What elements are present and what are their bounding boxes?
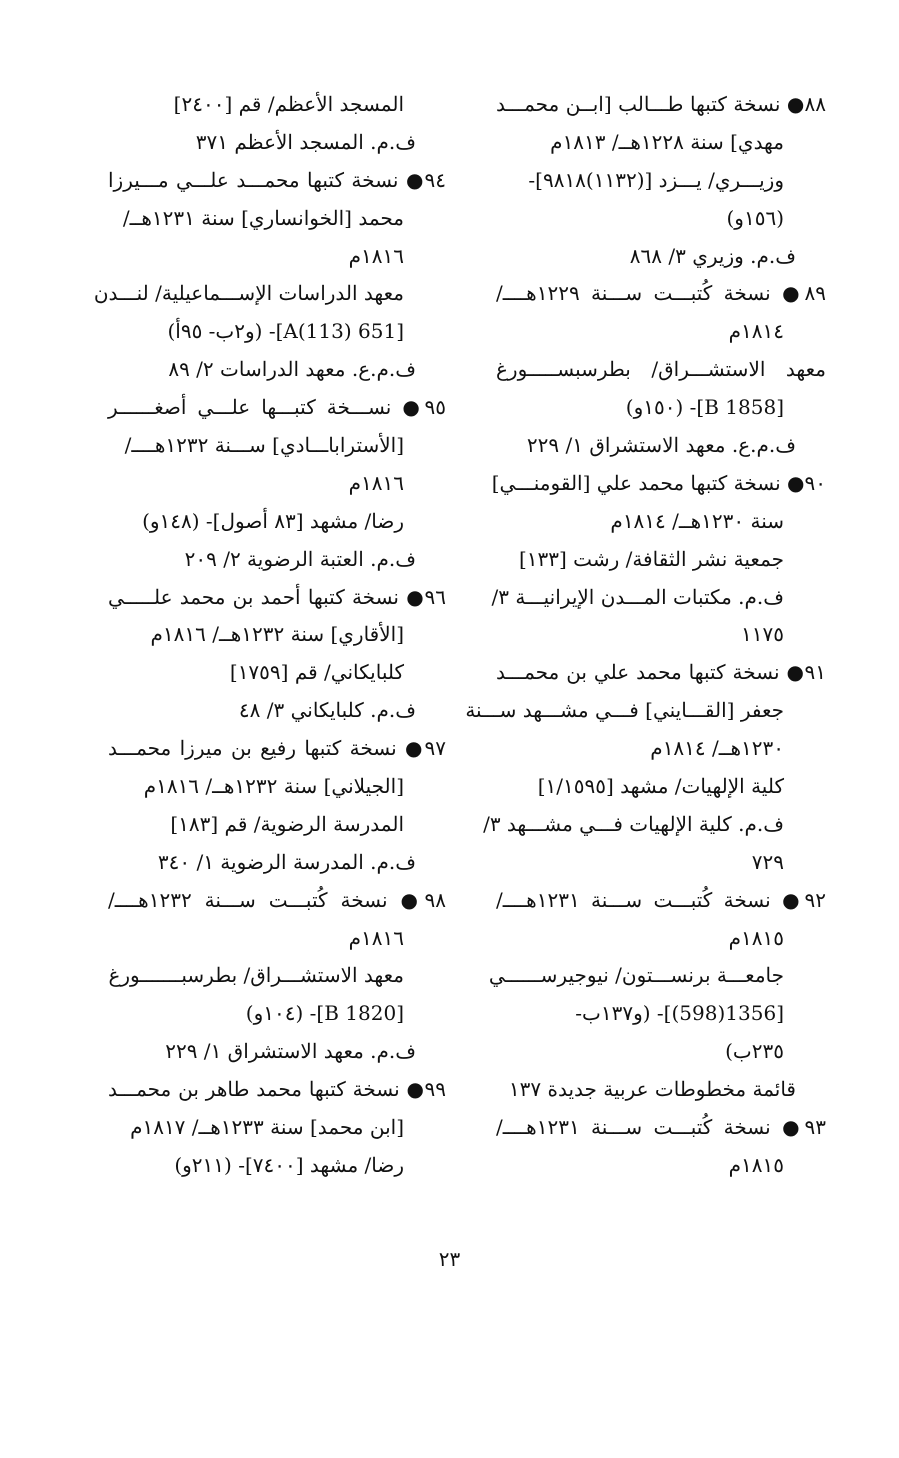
text-line: ف.م. كلية الإلهيات فـــي مشـــهد ٣/ [483, 811, 784, 836]
text-line: ١٨١٥م [728, 1152, 784, 1177]
text-line: ٩٩● نسخة كتبها محمد طاهر بن محمـــد [108, 1077, 446, 1102]
text-line: ف.م. مكتبات المـــدن الإيرانيـــة ٣/ [491, 584, 784, 609]
text-line: ١٨١٤م [728, 319, 784, 344]
text-line: [الجيلاني] سنة ١٢٣٢هــ/ ١٨١٦م [143, 774, 404, 799]
text-line: [651 A(113)]- (و٢ب- ٩٥أ) [167, 319, 404, 344]
text-line: [ابن محمد] سنة ١٢٣٣هــ/ ١٨١٧م [130, 1115, 404, 1140]
text-line: وزيـــري/ يـــزد [(١١٣٢)٩٨١٨]- [528, 167, 784, 192]
text-line: سنة ١٢٣٠هــ/ ١٨١٤م [610, 508, 784, 533]
text-line: ف.م. العتبة الرضوية ٢/ ٢٠٩ [184, 546, 416, 571]
text-line: ٨٩● نسخة كُتبـــت ســـنة ١٢٢٩هــــ/ [496, 281, 826, 306]
text-line: محمد [الخوانساري] سنة ١٢٣١هــ/ [122, 205, 404, 230]
text-line: ٩٦● نسخة كتبها أحمد بن محمد علـــــي [108, 584, 446, 609]
text-line: مهدي] سنة ١٢٢٨هــ/ ١٨١٣م [550, 129, 784, 154]
text-line: ف.م. كلبايكاني ٣/ ٤٨ [238, 698, 416, 723]
text-line: ٩٠● نسخة كتبها محمد علي [القومنـــي] [491, 470, 826, 495]
text-line: ٢٣٥ب) [725, 1039, 784, 1064]
text-line: جامعـــة برنســـتون/ نيوجيرســــــي [488, 963, 784, 988]
text-line: [الأقاري] سنة ١٢٣٢هــ/ ١٨١٦م [150, 622, 404, 647]
text-line: رضا/ مشهد [٧٤٠٠]- (٢١١و) [174, 1152, 404, 1177]
text-line: ٩٨● نسخة كُتبـــت ســـنة ١٢٣٢هــــ/ [108, 887, 446, 912]
text-line: ١٢٣٠هــ/ ١٨١٤م [650, 736, 784, 761]
text-line: المدرسة الرضوية/ قم [١٨٣] [170, 811, 404, 836]
text-line: [1356(598)]- (و١٣٧ب- [575, 1001, 784, 1026]
text-line: ١٨١٦م [348, 470, 404, 495]
text-line: ٩٢● نسخة كُتبـــت ســـنة ١٢٣١هــــ/ [496, 887, 826, 912]
text-line: ٩٥● نســـخة كتبـــها علـــي أصغــــــر [108, 395, 446, 420]
text-line: ٩٣● نسخة كُتبـــت ســـنة ١٢٣١هــــ/ [496, 1115, 826, 1140]
text-line: معهد الدراسات الإســـماعيلية/ لنـــدن [93, 281, 404, 306]
right-column [465, 86, 826, 1185]
text-line: معهد الاستشـــراق/ بطرسبســـــورغ [496, 357, 826, 382]
text-line: رضا/ مشهد [٨٣ أصول]- (١٤٨و) [142, 508, 404, 533]
text-line: ف.م.ع. معهد الاستشراق ١/ ٢٢٩ [526, 433, 796, 458]
text-line: قائمة مخطوطات عربية جديدة ١٣٧ [508, 1077, 796, 1102]
text-line: معهد الاستشـــراق/ بطرسبـــــــورغ [108, 963, 404, 988]
text-line: المسجد الأعظم/ قم [٢٤٠٠] [173, 92, 404, 116]
text-line: ٧٢٩ [751, 849, 784, 874]
text-line: جمعية نشر الثقافة/ رشت [١٣٣] [518, 546, 784, 571]
text-line: ١٨١٦م [348, 925, 404, 950]
text-line: ف.م. معهد الاستشراق ١/ ٢٢٩ [165, 1039, 416, 1064]
text-line: ٩١● نسخة كتبها محمد علي بن محمـــد [496, 660, 826, 685]
left-column [93, 86, 446, 1185]
text-line: ف.م. المسجد الأعظم ٣٧١ [195, 129, 416, 154]
text-line: ١٨١٦م [348, 243, 404, 268]
text-line: ٩٧● نسخة كتبها رفيع بن ميرزا محمـــد [108, 736, 446, 761]
page-number: ٢٣ [438, 1247, 461, 1271]
text-line: ٩٤● نسخة كتبها محمـــد علـــي مـــيرزا [108, 167, 446, 192]
text-line: ف.م. المدرسة الرضوية ١/ ٣٤٠ [157, 849, 416, 874]
text-line: [B 1820]- (١٠٤و) [245, 1001, 404, 1026]
text-line: كلية الإلهيات/ مشهد [١/١٥٩٥] [537, 774, 784, 799]
text-line: [الأستراباـــادي] ســـنة ١٢٣٢هــــ/ [124, 433, 404, 458]
text-line: (١٥٦و) [726, 205, 784, 230]
text-line: ١١٧٥ [741, 622, 784, 647]
text-line: ١٨١٥م [728, 925, 784, 950]
text-line: ف.م. وزيري ٣/ ٨٦٨ [629, 243, 796, 268]
text-line: [B 1858]- (١٥٠و) [625, 395, 784, 420]
text-line: جعفر [القـــايني] فـــي مشـــهد ســـنة [465, 698, 784, 723]
text-line: ٨٨● نسخة كتبها طـــالب [ابــن محمـــد [496, 92, 826, 116]
text-line: كلبايكاني/ قم [١٧٥٩] [229, 660, 404, 685]
text-line: ف.م.ع. معهد الدراسات ٢/ ٨٩ [168, 357, 416, 382]
